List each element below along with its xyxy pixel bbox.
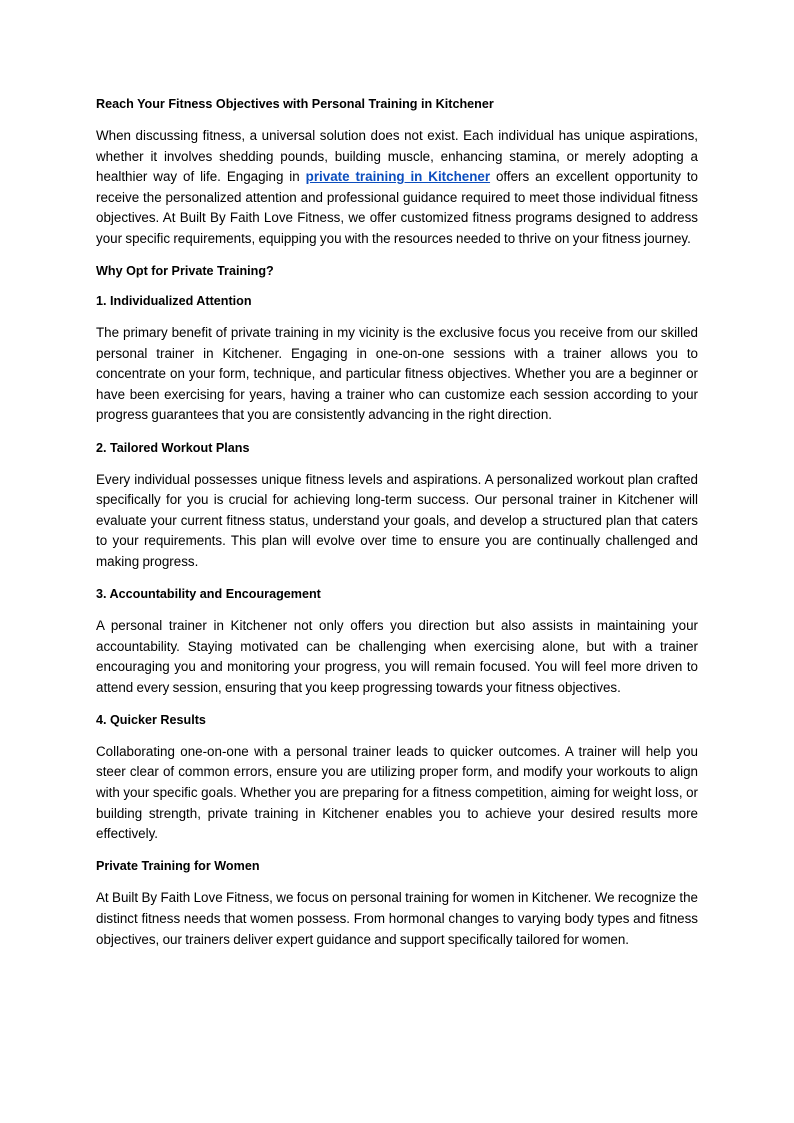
- intro-paragraph: [96, 126, 698, 250]
- section-body-private-training-women: At Built By Faith Love Fitness, we focus on personal training for women in Kitchener. We recognize the distinct fitness needs that women possess. From hormonal changes to varying body types and fitness objectives, our trainers deliver expert guidance and support specifically tailored for women.: [96, 890, 698, 947]
- intro-text-after: offers an excellent opportunity to receive the personalized attention and professional guidance required to meet those individual fitness objectives. At Built By Faith Love Fitness, we offer customized fitness programs designed to address your specific requirements, equipping you with the resources needed to thrive on your fitness journey.: [96, 169, 698, 246]
- section-body-tailored-workout-plans: Every individual possesses unique fitness levels and aspirations. A personalized workout plan crafted specifically for you is crucial for achieving long-term success. Our personal trainer in Kitchener will evaluate your current fitness status, understand your goals, and develop a structured plan that caters to your requirements. This plan will evolve over time to ensure you are continually challenged and making progress.: [96, 471, 698, 569]
- document-page: [96, 96, 698, 950]
- section-heading-tailored-workout-plans: 2. Tailored Workout Plans: [96, 440, 250, 455]
- section-heading-accountability: 3. Accountability and Encouragement: [96, 587, 321, 601]
- section-body-individualized-attention: The primary benefit of private training in my vicinity is the exclusive focus you receive from our skilled personal trainer in Kitchener. Engaging in one-on-one sessions with a trainer allows you to concentrate on your form, technique, and particular fitness objectives. Whether you are a beginner or have been exercising for years, having a trainer who can customize each session according to your progress guarantees that you are consistently advancing in the right direction.: [96, 325, 698, 423]
- section-heading-private-training-women: Private Training for Women: [96, 859, 260, 874]
- section-heading-quicker-results: 4. Quicker Results: [96, 712, 206, 727]
- document-title: Reach Your Fitness Objectives with Personal Training in Kitchener: [96, 97, 494, 111]
- private-training-link[interactable]: private training in Kitchener: [305, 169, 491, 185]
- section-heading-individualized-attention: 1. Individualized Attention: [96, 294, 252, 309]
- intro-text-before: When discussing fitness, a universal solution does not exist. Each individual has unique aspirations, whether it involves shedding pounds, building muscle, enhancing stamina, or merely adopting a healthier way of life. Engaging in: [96, 128, 698, 185]
- section-body-accountability: A personal trainer in Kitchener not only offers you direction but also assists in maintaining your accountability. Staying motivated can be challenging when exercising alone, but with a trainer encouraging you and monitoring your progress, you will remain focused. You will feel more driven to attend every session, ensuring that you keep progressing towards your fitness objectives.: [96, 618, 698, 695]
- section-body-quicker-results: Collaborating one-on-one with a personal trainer leads to quicker outcomes. A trainer will help you steer clear of common errors, ensure you are utilizing proper form, and modify your workouts to align with your specific goals. Whether you are preparing for a fitness competition, aiming for weight loss, or building strength, private training in Kitchener enables you to achieve your desired results more effectively.: [96, 743, 698, 842]
- why-heading: Why Opt for Private Training?: [96, 264, 274, 279]
